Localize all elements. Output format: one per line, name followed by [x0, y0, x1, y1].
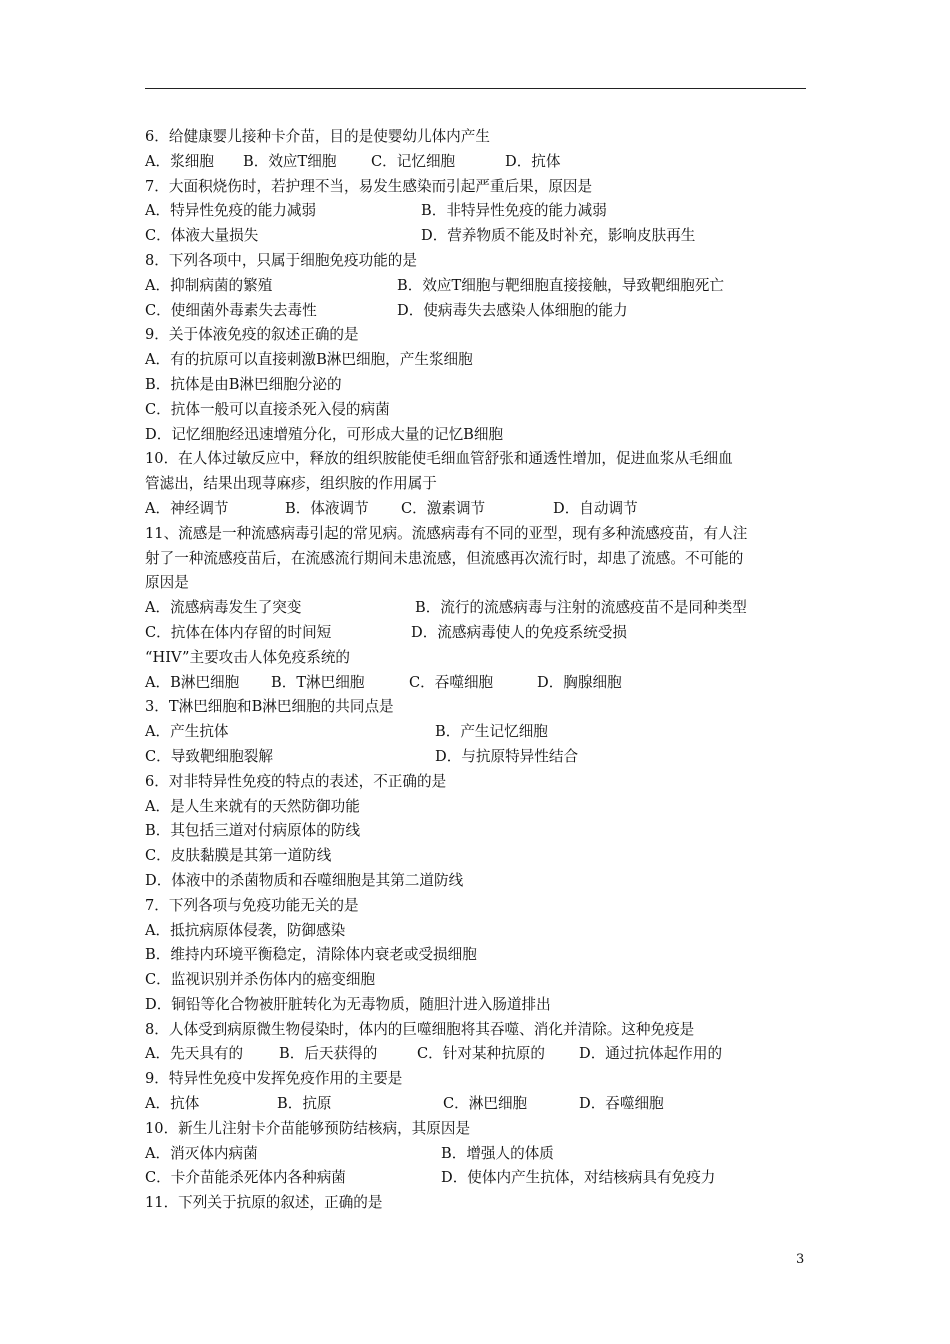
option-text: D．与抗原特异性结合 — [435, 747, 579, 765]
option-text: C．使细菌外毒素失去毒性 — [145, 301, 317, 319]
text-line — [145, 720, 815, 745]
option-text: C．导致靶细胞裂解 — [145, 747, 273, 765]
text-line — [145, 919, 815, 944]
option-text: C．淋巴细胞 — [443, 1095, 528, 1113]
text-line — [145, 596, 815, 621]
text-line — [145, 894, 815, 919]
option-text: A．特异性免疫的能力减弱 — [145, 202, 317, 220]
question-text: 11、流感是一种流感病毒引起的常见病。流感病毒有不同的亚型，现有多种流感疫苗，有人注 — [145, 524, 748, 542]
question-text: C．皮肤黏膜是其第一道防线 — [145, 847, 332, 865]
text-line — [145, 1018, 815, 1043]
text-line — [145, 423, 815, 448]
text-line — [145, 621, 815, 646]
text-line — [145, 373, 815, 398]
question-text: 8．人体受到病原微生物侵染时，体内的巨噬细胞将其吞噬、消化并清除。这种免疫是 — [145, 1020, 695, 1038]
question-text: 7．下列各项与免疫功能无关的是 — [145, 896, 359, 914]
text-line — [145, 869, 815, 894]
text-line — [145, 943, 815, 968]
text-line — [145, 1042, 815, 1067]
document-body — [145, 125, 815, 1216]
option-text: D．自动调节 — [553, 499, 638, 517]
question-text: “HIV”主要攻击人体免疫系统的 — [145, 648, 351, 666]
text-line — [145, 819, 815, 844]
option-text: C．体液大量损失 — [145, 227, 259, 245]
option-text: D．吞噬细胞 — [579, 1095, 664, 1113]
option-text: B．非特异性免疫的能力减弱 — [421, 202, 607, 220]
text-line — [145, 472, 815, 497]
option-text: B．产生记忆细胞 — [435, 723, 548, 741]
option-text: B．效应T细胞与靶细胞直接接触，导致靶细胞死亡 — [397, 276, 724, 294]
question-text: A．是人生来就有的天然防御功能 — [145, 797, 360, 815]
question-text: A．有的抗原可以直接刺激B淋巴细胞，产生浆细胞 — [145, 351, 473, 369]
text-line — [145, 497, 815, 522]
option-text: C．记忆细胞 — [371, 152, 456, 170]
option-text: B．T淋巴细胞 — [271, 673, 365, 691]
question-text: 11．下列关于抗原的叙述，正确的是 — [145, 1194, 383, 1212]
option-text: A．神经调节 — [145, 499, 229, 517]
question-text: C．监视识别并杀伤体内的癌变细胞 — [145, 971, 376, 989]
text-line — [145, 1166, 815, 1191]
text-line — [145, 299, 815, 324]
text-line — [145, 175, 815, 200]
header-rule — [145, 88, 806, 89]
option-text: C．卡介苗能杀死体内各种病菌 — [145, 1169, 346, 1187]
question-text: 6．对非特异性免疫的特点的表述，不正确的是 — [145, 772, 447, 790]
option-text: D．营养物质不能及时补充，影响皮肤再生 — [421, 227, 696, 245]
option-text: D．胸腺细胞 — [537, 673, 622, 691]
text-line — [145, 1117, 815, 1142]
question-text: B．其包括三道对付病原体的防线 — [145, 822, 361, 840]
option-text: B．体液调节 — [285, 499, 369, 517]
question-text: 管滤出，结果出现荨麻疹，组织胺的作用属于 — [145, 475, 437, 493]
option-text: A．产生抗体 — [145, 723, 229, 741]
question-text: D．体液中的杀菌物质和吞噬细胞是其第二道防线 — [145, 871, 464, 889]
question-text: 3．T淋巴细胞和B淋巴细胞的共同点是 — [145, 698, 394, 716]
text-line — [145, 844, 815, 869]
page-number: 3 — [796, 1252, 805, 1267]
question-text: 10．在人体过敏反应中，释放的组织胺能使毛细血管舒张和通透性增加，促进血浆从毛细血 — [145, 450, 733, 468]
option-text: D．通过抗体起作用的 — [579, 1045, 723, 1063]
text-line — [145, 671, 815, 696]
option-text: B．增强人的体质 — [441, 1144, 554, 1162]
option-text: A．流感病毒发生了突变 — [145, 599, 302, 617]
text-line — [145, 547, 815, 572]
question-text: B．抗体是由B淋巴细胞分泌的 — [145, 375, 342, 393]
text-line — [145, 1191, 815, 1216]
option-text: A．先天具有的 — [145, 1045, 244, 1063]
text-line — [145, 993, 815, 1018]
text-line — [145, 1067, 815, 1092]
question-text: D．铜铅等化合物被肝脏转化为无毒物质，随胆汁进入肠道排出 — [145, 995, 551, 1013]
option-text: C．针对某种抗原的 — [417, 1045, 545, 1063]
text-line — [145, 125, 815, 150]
text-line — [145, 795, 815, 820]
option-text: B．后天获得的 — [279, 1045, 378, 1063]
option-text: A．浆细胞 — [145, 152, 214, 170]
question-text: B．维持内环境平衡稳定，清除体内衰老或受损细胞 — [145, 946, 477, 964]
text-line — [145, 447, 815, 472]
option-text: C．吞噬细胞 — [409, 673, 494, 691]
option-text: A．B淋巴细胞 — [145, 673, 240, 691]
option-text: C．抗体在体内存留的时间短 — [145, 623, 332, 641]
option-text: B．效应T细胞 — [243, 152, 337, 170]
option-text: C．激素调节 — [401, 499, 486, 517]
text-line — [145, 274, 815, 299]
text-line — [145, 571, 815, 596]
option-text: A．抗体 — [145, 1095, 200, 1113]
question-text: 9．关于体液免疫的叙述正确的是 — [145, 326, 359, 344]
text-line — [145, 398, 815, 423]
question-text: 原因是 — [145, 574, 189, 592]
text-line — [145, 224, 815, 249]
question-text: 7．大面积烧伤时，若护理不当，易发生感染而引起严重后果，原因是 — [145, 177, 593, 195]
text-line — [145, 968, 815, 993]
option-text: B．流行的流感病毒与注射的流感疫苗不是同种类型 — [415, 599, 747, 617]
question-text: D．记忆细胞经迅速增殖分化，可形成大量的记忆B细胞 — [145, 425, 504, 443]
question-text: C．抗体一般可以直接杀死入侵的病菌 — [145, 400, 390, 418]
option-text: A．消灭体内病菌 — [145, 1144, 258, 1162]
option-text: D．使病毒失去感染人体细胞的能力 — [397, 301, 628, 319]
text-line — [145, 150, 815, 175]
option-text: D．流感病毒使人的免疫系统受损 — [411, 623, 628, 641]
text-line — [145, 199, 815, 224]
text-line — [145, 249, 815, 274]
text-line — [145, 1142, 815, 1167]
text-line — [145, 522, 815, 547]
question-text: 射了一种流感疫苗后，在流感流行期间未患流感，但流感再次流行时，却患了流感。不可能的 — [145, 549, 744, 567]
option-text: D．使体内产生抗体，对结核病具有免疫力 — [441, 1169, 716, 1187]
option-text: B．抗原 — [277, 1095, 332, 1113]
text-line — [145, 695, 815, 720]
text-line — [145, 348, 815, 373]
option-text: A．抑制病菌的繁殖 — [145, 276, 273, 294]
question-text: 10．新生儿注射卡介苗能够预防结核病，其原因是 — [145, 1119, 471, 1137]
text-line — [145, 323, 815, 348]
question-text: 9．特异性免疫中发挥免疫作用的主要是 — [145, 1070, 403, 1088]
text-line — [145, 770, 815, 795]
option-text: D．抗体 — [505, 152, 561, 170]
text-line — [145, 745, 815, 770]
question-text: 6．给健康婴儿接种卡介苗，目的是使婴幼儿体内产生 — [145, 128, 490, 145]
text-line — [145, 1092, 815, 1117]
question-text: A．抵抗病原体侵袭，防御感染 — [145, 921, 346, 939]
question-text: 8．下列各项中，只属于细胞免疫功能的是 — [145, 251, 417, 269]
text-line — [145, 646, 815, 671]
